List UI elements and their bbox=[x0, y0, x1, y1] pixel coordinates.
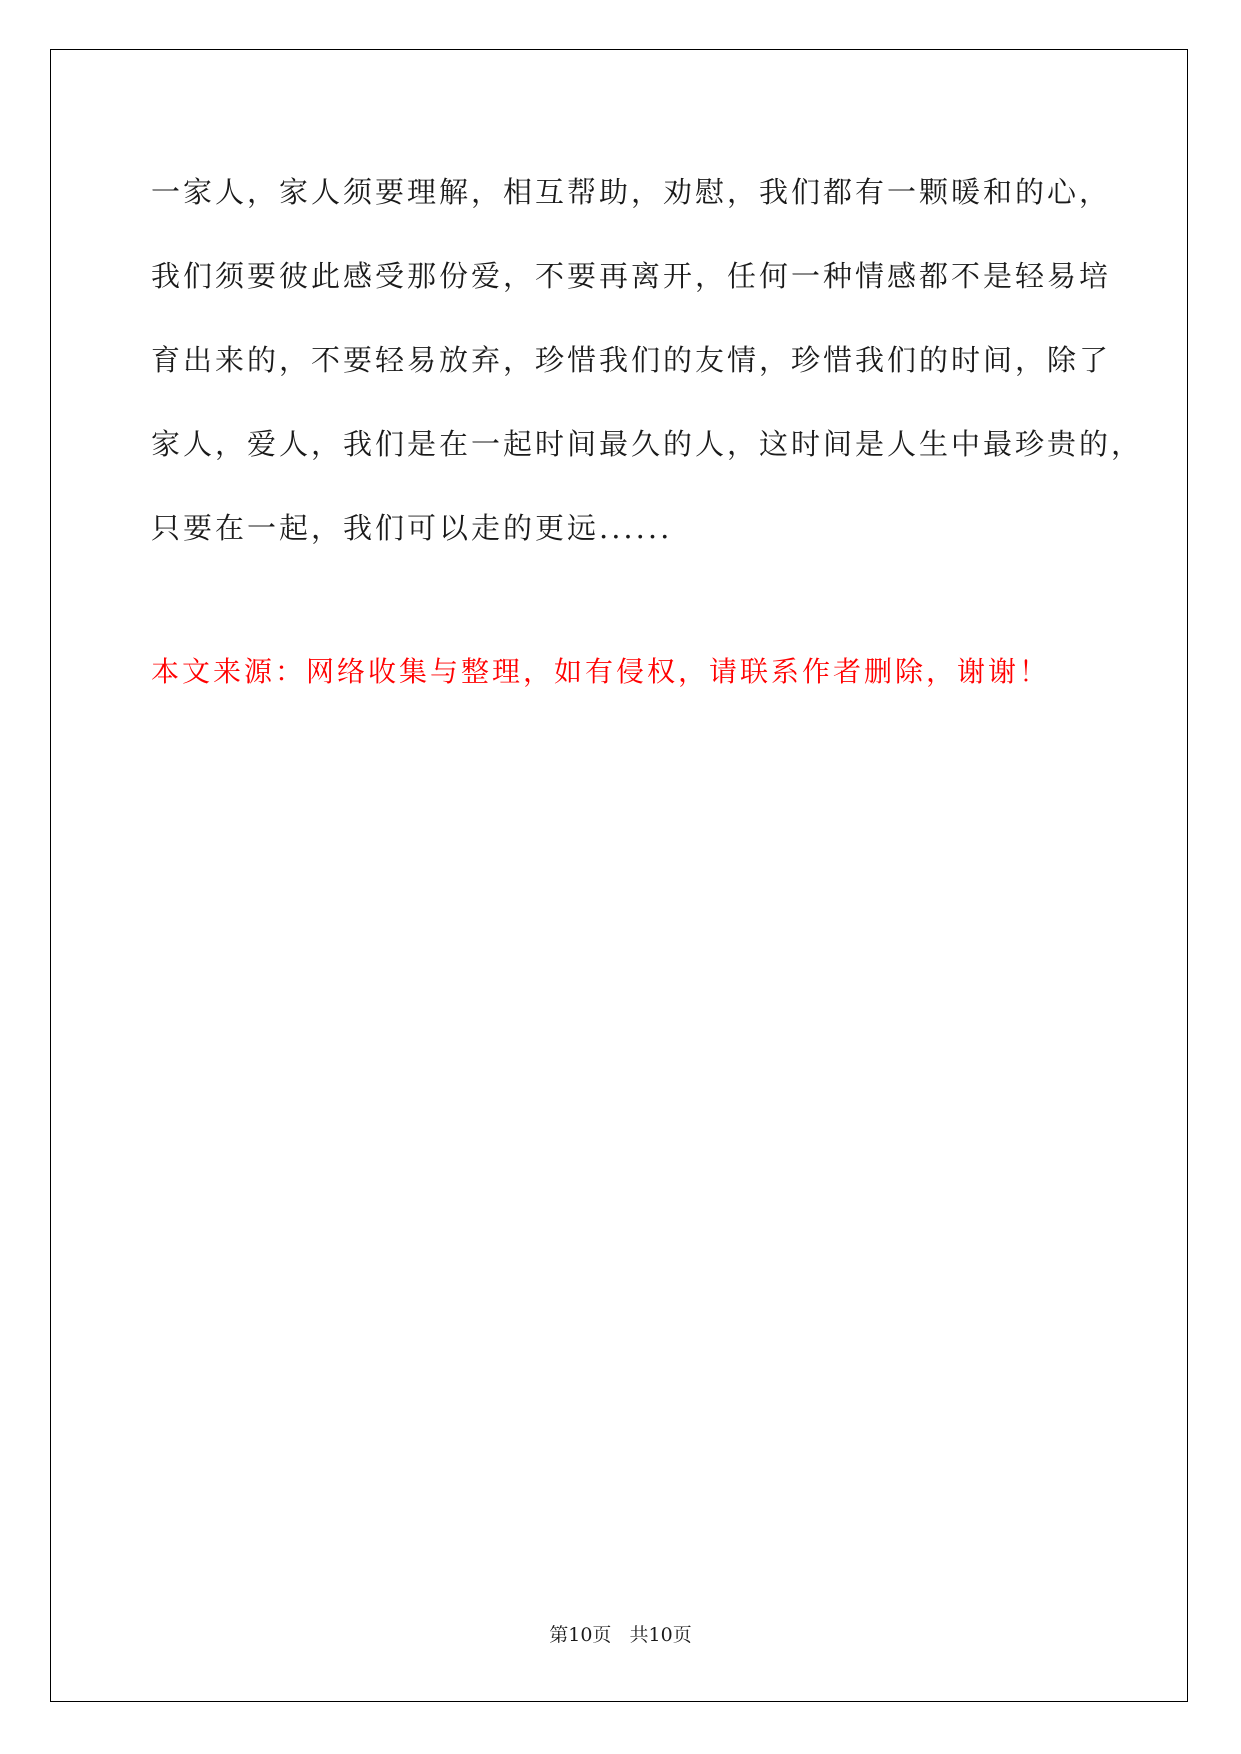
page-number-footer: 第10页 共10页 bbox=[549, 1624, 692, 1646]
source-disclaimer: 本文来源：网络收集与整理，如有侵权，请联系作者删除，谢谢！ bbox=[151, 655, 1051, 688]
body-line: 只要在一起，我们可以走的更远...... bbox=[151, 511, 673, 545]
body-paragraph bbox=[151, 162, 1144, 582]
body-line: 我们须要彼此感受那份爱，不要再离开，任何一种情感都不是轻易培 bbox=[151, 259, 1112, 293]
body-line: 育出来的，不要轻易放弃，珍惜我们的友情，珍惜我们的时间，除了 bbox=[151, 343, 1112, 377]
body-line: 家人，爱人，我们是在一起时间最久的人，这时间是人生中最珍贵的， bbox=[151, 427, 1144, 461]
body-line: 一家人，家人须要理解，相互帮助，劝慰，我们都有一颗暖和的心， bbox=[151, 175, 1112, 209]
